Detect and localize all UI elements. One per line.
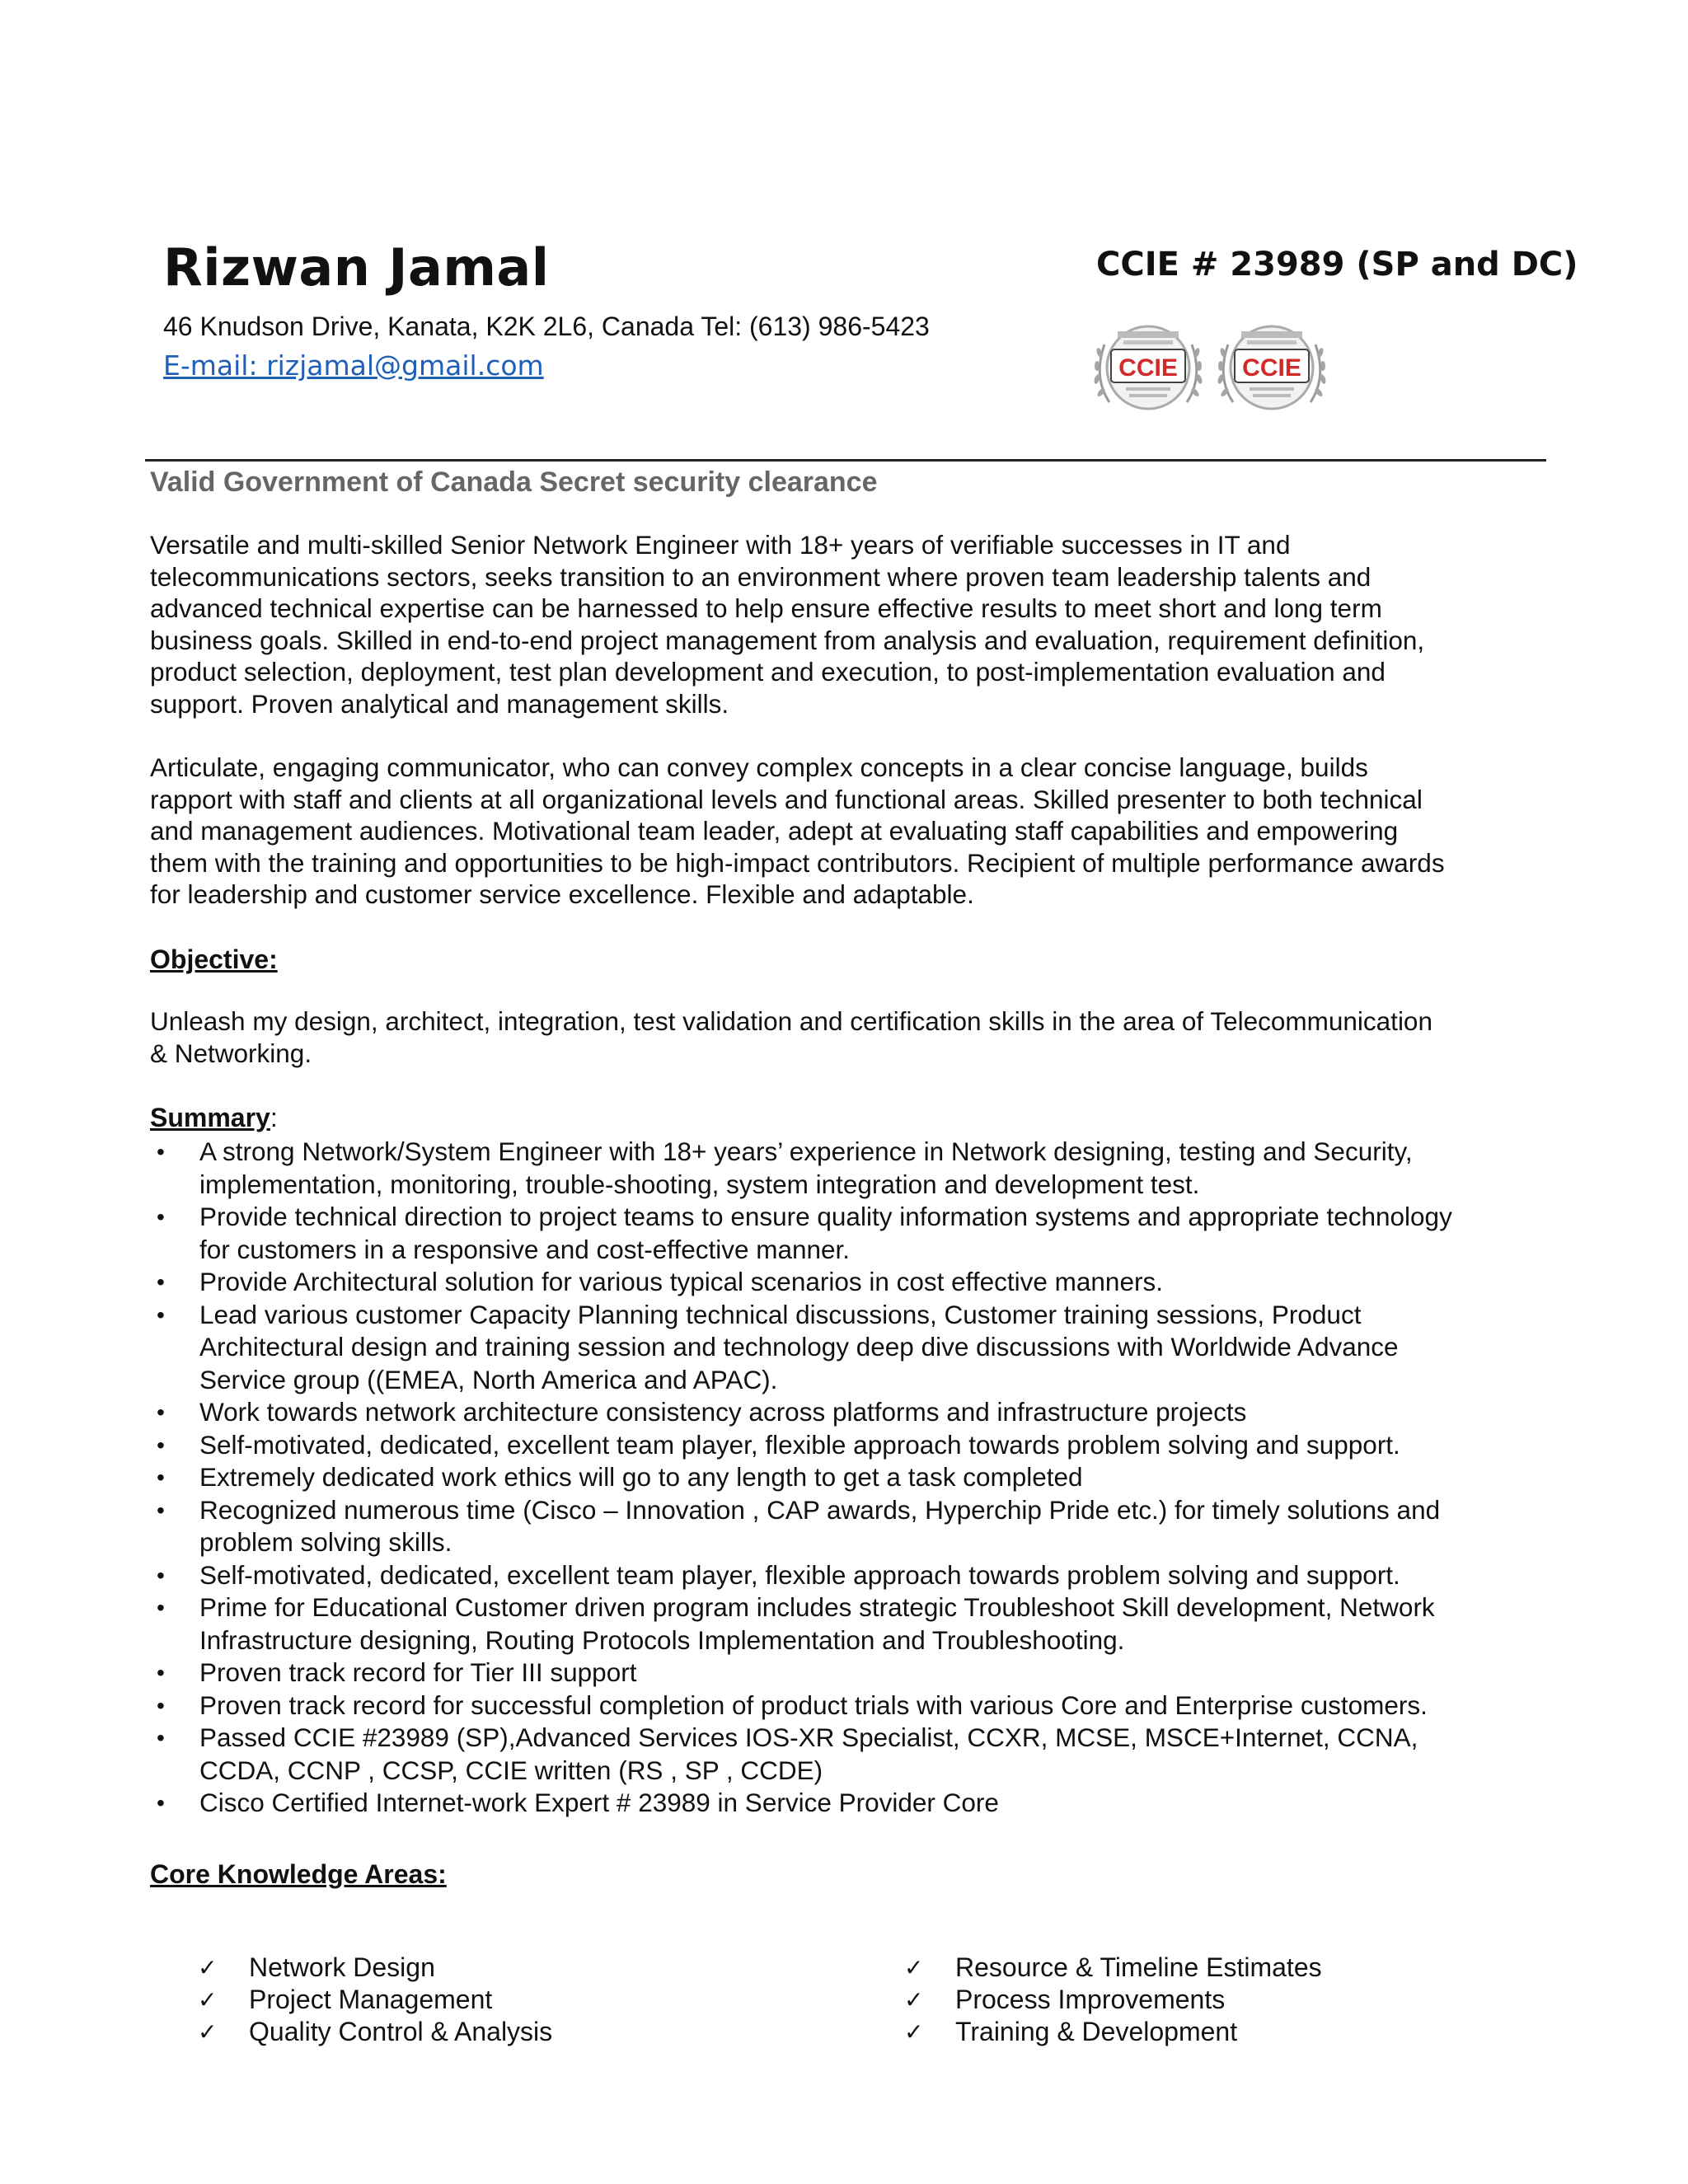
summary-list [150, 1136, 1559, 1820]
intro-paragraph-2 [150, 752, 1551, 911]
bullet-icon: • [157, 1790, 165, 1816]
summary-heading-colon: : [270, 1103, 278, 1132]
checkmark-icon: ✓ [904, 1987, 924, 2013]
text-line: business goals. Skilled in end-to-end project management from analysis and evaluation, requirement definition, [150, 625, 1425, 655]
security-clearance: Valid Government of Canada Secret security clearance [150, 466, 878, 498]
summary-item [150, 1494, 1559, 1559]
text-line: product selection, deployment, test plan development and execution, to post-implementation evaluation and [150, 657, 1386, 687]
checkmark-icon: ✓ [198, 2019, 218, 2045]
checkmark-icon: ✓ [198, 1955, 218, 1980]
core-knowledge-left-list [198, 1952, 552, 2048]
text-line: support. Proven analytical and management skills. [150, 688, 729, 719]
bullet-icon: • [157, 1139, 165, 1165]
summary-item-text: Service group ((EMEA, North America and APAC). [199, 1364, 778, 1394]
summary-item-text: Infrastructure designing, Routing Protocols Implementation and Troubleshooting. [199, 1624, 1125, 1655]
summary-item-text: Recognized numerous time (Cisco – Innovation , CAP awards, Hyperchip Pride etc.) for timely solutions and [199, 1494, 1441, 1525]
bullet-icon: • [157, 1562, 165, 1588]
summary-item [150, 1136, 1559, 1201]
summary-item [150, 1787, 1559, 1820]
summary-item-text: Prime for Educational Customer driven program includes strategic Troubleshoot Skill development, Network [199, 1592, 1435, 1622]
summary-item-text: Lead various customer Capacity Planning technical discussions, Customer training sessions, Product [199, 1299, 1362, 1329]
summary-item [150, 1201, 1559, 1266]
summary-item-text: Self-motivated, dedicated, excellent team player, flexible approach towards problem solving and support. [199, 1429, 1400, 1460]
checkmark-icon: ✓ [904, 2019, 924, 2045]
core-knowledge-label: Quality Control & Analysis [249, 2017, 553, 2046]
summary-item [150, 1299, 1559, 1397]
summary-item-text: Work towards network architecture consistency across platforms and infrastructure projects [199, 1397, 1247, 1427]
core-knowledge-label: Project Management [249, 1985, 493, 2014]
badge-label: CCIE [1118, 354, 1178, 382]
contact-address: 46 Knudson Drive, Kanata, K2K 2L6, Canada Tel: (613) 986-5423 [163, 312, 930, 341]
text-line: & Networking. [150, 1038, 312, 1068]
core-knowledge-item [198, 1984, 552, 2016]
summary-item-text: Self-motivated, dedicated, excellent team player, flexible approach towards problem solving and support. [199, 1559, 1400, 1590]
summary-item-text: Passed CCIE #23989 (SP),Advanced Services IOS-XR Specialist, CCXR, MCSE, MSCE+Internet, CCNA, [199, 1722, 1418, 1752]
checkmark-icon: ✓ [904, 1955, 924, 1980]
checkmark-icon: ✓ [198, 1987, 218, 2013]
bullet-icon: • [157, 1399, 165, 1425]
summary-item [150, 1396, 1559, 1429]
bullet-icon: • [157, 1692, 165, 1718]
summary-item-text: implementation, monitoring, trouble-shooting, system integration and development test. [199, 1169, 1200, 1199]
summary-item [150, 1429, 1559, 1462]
text-line: Articulate, engaging communicator, who can convey complex concepts in a clear concise language, builds [150, 752, 1368, 782]
text-line: for leadership and customer service excellence. Flexible and adaptable. [150, 879, 974, 909]
core-knowledge-label: Training & Development [955, 2017, 1238, 2046]
bullet-icon: • [157, 1660, 165, 1685]
candidate-name: Rizwan Jamal [163, 237, 550, 298]
objective-text [150, 1005, 1551, 1069]
text-line: advanced technical expertise can be harnessed to help ensure effective results to meet short and long term [150, 593, 1382, 623]
summary-item [150, 1690, 1559, 1722]
core-knowledge-item [198, 2016, 552, 2048]
email-link[interactable]: E-mail: rizjamal@gmail.com [163, 349, 544, 382]
core-knowledge-right-list [904, 1952, 1322, 2048]
bullet-icon: • [157, 1497, 165, 1523]
core-knowledge-label: Resource & Timeline Estimates [955, 1952, 1322, 1982]
summary-item [150, 1722, 1559, 1787]
summary-item-text: Architectural design and training session and technology deep dive discussions with Worldwide Advance [199, 1332, 1399, 1361]
summary-item-text: Proven track record for Tier III support [199, 1657, 637, 1687]
core-knowledge-label: Process Improvements [955, 1985, 1226, 2014]
ccie-service-provider-badge-icon [1086, 320, 1210, 420]
core-knowledge-heading: Core Knowledge Areas: [150, 1859, 447, 1889]
certification-title: CCIE # 23989 (SP and DC) [1096, 246, 1578, 284]
summary-heading-text: Summary [150, 1103, 270, 1132]
badge-label: CCIE [1242, 354, 1301, 382]
core-knowledge-label: Network Design [249, 1952, 435, 1982]
summary-heading [150, 1103, 278, 1133]
summary-item [150, 1559, 1559, 1592]
bullet-icon: • [157, 1301, 165, 1328]
text-line: them with the training and opportunities to be high-impact contributors. Recipient of multiple performance awards [150, 847, 1445, 878]
summary-item [150, 1461, 1559, 1494]
core-knowledge-item [904, 1984, 1322, 2016]
summary-item-text: problem solving skills. [199, 1527, 452, 1557]
header-divider [145, 459, 1546, 462]
core-knowledge-item [198, 1952, 552, 1984]
bullet-icon: • [157, 1432, 165, 1458]
summary-item-text: Provide Architectural solution for various typical scenarios in cost effective manners. [199, 1267, 1163, 1296]
summary-item-text: Proven track record for successful completion of product trials with various Core and Enterprise customers. [199, 1690, 1428, 1720]
bullet-icon: • [157, 1465, 165, 1490]
bullet-icon: • [157, 1595, 165, 1620]
core-knowledge-item [904, 1952, 1322, 1984]
bullet-icon: • [157, 1725, 165, 1750]
summary-item-text: for customers in a responsive and cost-effective manner. [199, 1234, 851, 1264]
summary-item-text: Cisco Certified Internet-work Expert # 23989 in Service Provider Core [199, 1788, 999, 1817]
summary-item [150, 1657, 1559, 1690]
core-knowledge-item [904, 2016, 1322, 2048]
text-line: Versatile and multi-skilled Senior Network Engineer with 18+ years of verifiable successes in IT and [150, 530, 1291, 560]
ccie-data-center-badge-icon [1210, 320, 1334, 420]
text-line: Unleash my design, architect, integration, test validation and certification skills in the area of Telecommunication [150, 1006, 1432, 1036]
objective-heading: Objective: [150, 944, 278, 974]
summary-item-text: A strong Network/System Engineer with 18+ years’ experience in Network designing, testing and Security, [199, 1137, 1413, 1166]
bullet-icon: • [157, 1204, 165, 1230]
bullet-icon: • [157, 1269, 165, 1295]
text-line: rapport with staff and clients at all organizational levels and functional areas. Skilled presenter to both technical [150, 784, 1423, 814]
summary-item [150, 1266, 1559, 1299]
certification-badges [1086, 320, 1342, 420]
summary-item-text: CCDA, CCNP , CCSP, CCIE written (RS , SP , CCDE) [199, 1755, 823, 1785]
text-line: telecommunications sectors, seeks transition to an environment where proven team leadership talents and [150, 561, 1372, 592]
intro-paragraph-1 [150, 529, 1551, 719]
text-line: and management audiences. Motivational team leader, adept at evaluating staff capabilities and empowering [150, 816, 1399, 846]
summary-item [150, 1591, 1559, 1657]
summary-item-text: Extremely dedicated work ethics will go to any length to get a task completed [199, 1462, 1083, 1492]
summary-item-text: Provide technical direction to project teams to ensure quality information systems and appropriate technology [199, 1202, 1452, 1231]
